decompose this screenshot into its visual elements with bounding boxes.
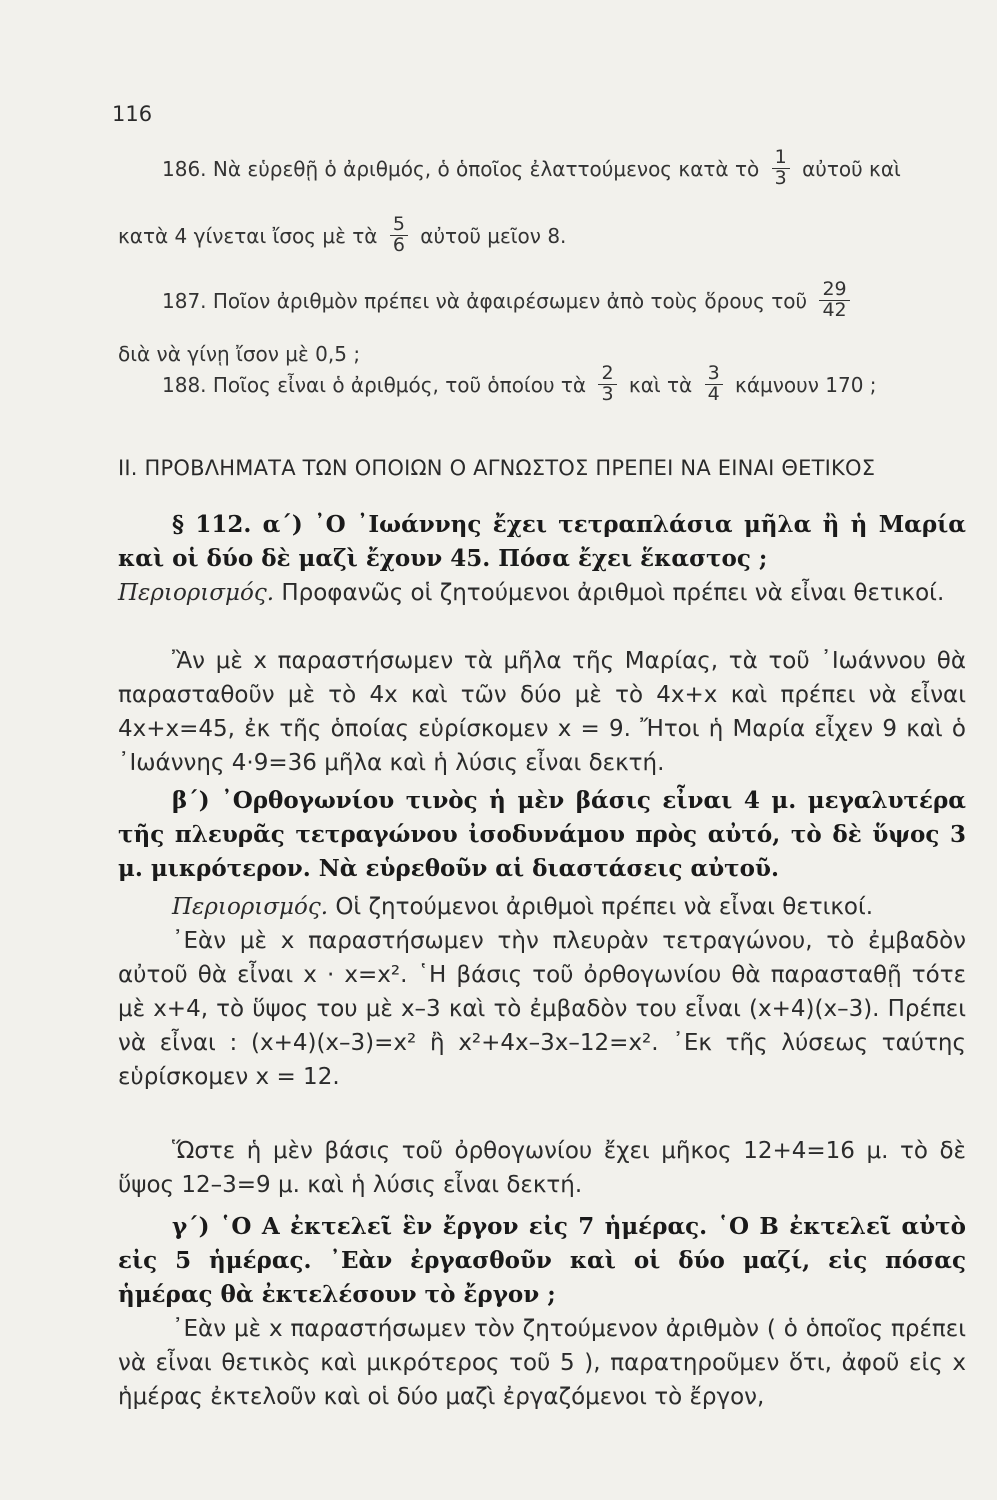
fraction-five-sixths: $\frac{5}{6}$ — [390, 215, 408, 256]
section-112-a-title: § 112. α΄) ᾿Ο ᾿Ιωάννης ἔχει τετραπλάσια μῆλα ἢ ἡ Μαρία καὶ οἱ δύο δὲ μαζὶ ἔχουν 45. Πόσα ἔχει ἕκαστος ; — [118, 511, 966, 572]
section-112-a-constraint: Περιορισμός. Προφανῶς οἱ ζητούμενοι ἀριθμοὶ πρέπει νὰ εἶναι θετικοί. — [118, 580, 945, 606]
fraction-29-42: $\frac{29}{42}$ — [819, 280, 849, 321]
section-112-a-solution: Ἂν μὲ x παραστήσωμεν τὰ μῆλα τῆς Μαρίας, τὰ τοῦ ᾿Ιωάννου θὰ παρασταθοῦν μὲ τὸ 4x καὶ τῶν δύο μὲ τὸ 4x+x καὶ πρέπει νὰ εἶναι 4x+x=45, ἐκ τῆς ὁποίας εὑρίσκομεν x = 9. Ἤτοι ἡ Μαρία εἶχεν 9 καὶ ὁ ᾿Ιωάννης 4·9=36 μῆλα καὶ ἡ λύσις εἶναι δεκτή. — [118, 648, 966, 776]
problem-186-line2: κατὰ 4 γίνεται ἴσος μὲ τὰ $\frac{5}{6}$ αὐτοῦ μεῖον 8. — [118, 213, 567, 256]
section-112-c-title: γ΄) ῾Ο Α ἐκτελεῖ ἓν ἔργον εἰς 7 ἡμέρας. ῾Ο Β ἐκτελεῖ αὐτὸ εἰς 5 ἡμέρας. ᾿Εὰν ἐργασθοῦν καὶ οἱ δύο μαζί, εἰς πόσας ἡμέρας θὰ ἐκτελέσουν τὸ ἔργον ; — [118, 1213, 966, 1308]
section-112-b-solution: ᾿Εὰν μὲ x παραστήσωμεν τὴν πλευρὰν τετραγώνου, τὸ ἐμβαδὸν αὐτοῦ θὰ εἶναι x · x=x². ῾Η βάσις τοῦ ὀρθογωνίου θὰ παρασταθῇ τότε μὲ x+4, τὸ ὕψος του μὲ x–3 καὶ τὸ ἐμβαδὸν του εἶναι (x+4)(x–3). Πρέπει νὰ εἶναι : (x+4)(x–3)=x² ἢ x²+4x–3x–12=x². ᾿Εκ τῆς λύσεως ταύτης εὑρίσκομεν x = 12. — [118, 928, 966, 1090]
section-112-b-title: β΄) ᾿Ορθογωνίου τινὸς ἡ μὲν βάσις εἶναι 4 μ. μεγαλυτέρα τῆς πλευρᾶς τετραγώνου ἰσοδυνάμου πρὸς αὐτό, τὸ δὲ ὕψος 3 μ. μικρότερον. Νὰ εὑρεθοῦν αἱ διαστάσεις αὐτοῦ. — [118, 787, 966, 882]
fraction-three-quarters: $\frac{3}{4}$ — [705, 364, 723, 405]
fraction-two-thirds: $\frac{2}{3}$ — [598, 364, 616, 405]
fraction-one-third: $\frac{1}{3}$ — [772, 148, 790, 189]
page-number: 116 — [112, 102, 153, 126]
section-112-b-constraint: Περιορισμός. Οἱ ζητούμενοι ἀριθμοὶ πρέπει νὰ εἶναι θετικοί. — [172, 894, 874, 920]
problem-187-line2: διὰ νὰ γίνῃ ἴσον μὲ 0,5 ; — [118, 342, 361, 366]
problem-188-line: 188. Ποῖος εἶναι ὁ ἀριθμός, τοῦ ὁποίου τὰ $\frac{2}{3}$ καὶ τὰ $\frac{3}{4}$ κάμνουν 170 ; — [162, 362, 877, 405]
problem-187-line1: 187. Ποῖον ἀριθμὸν πρέπει νὰ ἀφαιρέσωμεν ἀπὸ τοὺς ὅρους τοῦ $\frac{29}{42}$ — [162, 282, 856, 323]
section-112-b-conclusion: Ὥστε ἡ μὲν βάσις τοῦ ὀρθογωνίου ἔχει μῆκος 12+4=16 μ. τὸ δὲ ὕψος 12–3=9 μ. καὶ ἡ λύσις εἶναι δεκτή. — [118, 1138, 966, 1198]
section-112-c-solution: ᾿Εὰν μὲ x παραστήσωμεν τὸν ζητούμενον ἀριθμὸν ( ὁ ὁποῖος πρέπει νὰ εἶναι θετικὸς καὶ μικρότερος τοῦ 5 ), παρατηροῦμεν ὅτι, ἀφοῦ εἰς x ἡμέρας ἐκτελοῦν καὶ οἱ δύο μαζὶ ἐργαζόμενοι τὸ ἔργον, — [118, 1316, 966, 1410]
problem-186-line1: 186. Νὰ εὑρεθῇ ὁ ἀριθμός, ὁ ὁποῖος ἐλαττούμενος κατὰ τὸ $\frac{1}{3}$ αὐτοῦ καὶ — [162, 146, 901, 189]
section-heading: ΙΙ. ΠΡΟΒΛΗΜΑΤΑ ΤΩΝ ΟΠΟΙΩΝ Ο ΑΓΝΩΣΤΟΣ ΠΡΕΠΕΙ ΝΑ ΕΙΝΑΙ ΘΕΤΙΚΟΣ — [118, 456, 876, 480]
